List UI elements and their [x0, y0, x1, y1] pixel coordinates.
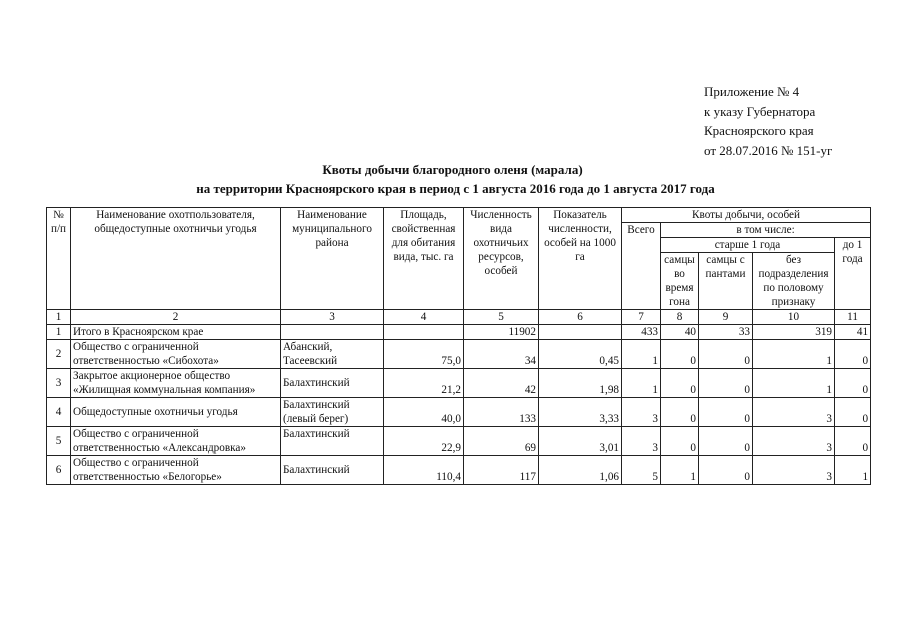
- row-males-antlers: 0: [699, 427, 753, 456]
- row-district: Балахтинский: [281, 456, 384, 485]
- header-density: Показатель численности, особей на 1000 га: [539, 208, 622, 310]
- row-num: 3: [47, 369, 71, 398]
- column-number-row: [47, 310, 871, 325]
- row-population: 133: [464, 398, 539, 427]
- header-name: Наименование охотпользователя, общедоступные охотничьи угодья: [71, 208, 281, 310]
- row-district: [281, 325, 384, 340]
- row-population: 34: [464, 340, 539, 369]
- table-row: [47, 340, 871, 369]
- appendix-line-4: от 28.07.2016 № 151-уг: [704, 142, 833, 158]
- quota-table: [46, 207, 871, 485]
- row-num: 4: [47, 398, 71, 427]
- row-total: 3: [622, 398, 661, 427]
- header-males-antlers: самцы с пантами: [699, 253, 753, 310]
- header-total: Всего: [622, 223, 661, 310]
- header-area: Площадь, свойственная для обитания вида, тыс. га: [384, 208, 464, 310]
- col-num: 7: [622, 310, 661, 325]
- row-total: 3: [622, 427, 661, 456]
- table-row: [47, 398, 871, 427]
- row-total: 1: [622, 340, 661, 369]
- row-under1: 0: [835, 340, 871, 369]
- row-no-sex: 3: [753, 456, 835, 485]
- col-num: 11: [835, 310, 871, 325]
- appendix-line-1: Приложение № 4: [704, 84, 800, 99]
- row-area: 75,0: [384, 340, 464, 369]
- row-area: 21,2: [384, 369, 464, 398]
- row-density: [539, 325, 622, 340]
- row-area: [384, 325, 464, 340]
- row-males-rut: 0: [661, 398, 699, 427]
- row-population: 69: [464, 427, 539, 456]
- row-no-sex: 3: [753, 398, 835, 427]
- col-num: 3: [281, 310, 384, 325]
- row-district: Балахтинский (левый берег): [281, 398, 384, 427]
- row-area: 110,4: [384, 456, 464, 485]
- row-under1: 0: [835, 427, 871, 456]
- row-population: 117: [464, 456, 539, 485]
- header-no-sex: без подразделения по половому признаку: [753, 253, 835, 310]
- row-males-antlers: 0: [699, 456, 753, 485]
- row-under1: 0: [835, 369, 871, 398]
- col-num: 9: [699, 310, 753, 325]
- row-no-sex: 319: [753, 325, 835, 340]
- row-name: Закрытое акционерное общество «Жилищная коммунальная компания»: [71, 369, 281, 398]
- row-under1: 41: [835, 325, 871, 340]
- row-district: Абанский, Тасеевский: [281, 340, 384, 369]
- row-density: 1,98: [539, 369, 622, 398]
- col-num: 6: [539, 310, 622, 325]
- row-density: 3,33: [539, 398, 622, 427]
- row-num: 1: [47, 325, 71, 340]
- col-num: 4: [384, 310, 464, 325]
- row-total: 433: [622, 325, 661, 340]
- document-title: [0, 160, 905, 198]
- row-name: Итого в Красноярском крае: [71, 325, 281, 340]
- table-row: [47, 325, 871, 340]
- header-num: № п/п: [47, 208, 71, 310]
- header-population: Численность вида охотничьих ресурсов, особей: [464, 208, 539, 310]
- table-row: [47, 427, 871, 456]
- row-num: 5: [47, 427, 71, 456]
- col-num: 10: [753, 310, 835, 325]
- row-density: 0,45: [539, 340, 622, 369]
- table-row: [47, 456, 871, 485]
- header-older: старше 1 года: [661, 238, 835, 253]
- header-under1: до 1 года: [835, 238, 871, 310]
- title-line-2: на территории Красноярского края в период с 1 августа 2016 года до 1 августа 2017 года: [196, 181, 715, 196]
- header-row-1: [47, 208, 871, 223]
- row-males-antlers: 33: [699, 325, 753, 340]
- row-density: 1,06: [539, 456, 622, 485]
- appendix-block: [704, 82, 832, 160]
- row-males-antlers: 0: [699, 398, 753, 427]
- row-name: Общество с ограниченной ответственностью «Александровка»: [71, 427, 281, 456]
- row-name: Общедоступные охотничьи угодья: [71, 398, 281, 427]
- row-population: 11902: [464, 325, 539, 340]
- col-num: 1: [47, 310, 71, 325]
- table-row: [47, 369, 871, 398]
- header-including: в том числе:: [661, 223, 871, 238]
- row-males-rut: 0: [661, 340, 699, 369]
- row-under1: 0: [835, 398, 871, 427]
- appendix-line-3: Красноярского края: [704, 123, 814, 138]
- col-num: 2: [71, 310, 281, 325]
- row-num: 6: [47, 456, 71, 485]
- header-males-rut: самцы во время гона: [661, 253, 699, 310]
- row-no-sex: 1: [753, 340, 835, 369]
- row-no-sex: 1: [753, 369, 835, 398]
- row-density: 3,01: [539, 427, 622, 456]
- row-total: 5: [622, 456, 661, 485]
- row-district: Балахтинский: [281, 427, 384, 456]
- row-name: Общество с ограниченной ответственностью «Сибохота»: [71, 340, 281, 369]
- header-district: Наименование муниципального района: [281, 208, 384, 310]
- col-num: 8: [661, 310, 699, 325]
- row-males-antlers: 0: [699, 340, 753, 369]
- col-num: 5: [464, 310, 539, 325]
- row-district: Балахтинский: [281, 369, 384, 398]
- row-area: 22,9: [384, 427, 464, 456]
- header-quotas: Квоты добычи, особей: [622, 208, 871, 223]
- row-population: 42: [464, 369, 539, 398]
- row-males-rut: 1: [661, 456, 699, 485]
- row-under1: 1: [835, 456, 871, 485]
- row-num: 2: [47, 340, 71, 369]
- row-males-rut: 40: [661, 325, 699, 340]
- appendix-line-2: к указу Губернатора: [704, 103, 816, 119]
- row-area: 40,0: [384, 398, 464, 427]
- row-total: 1: [622, 369, 661, 398]
- title-line-1: Квоты добычи благородного оленя (марала): [322, 162, 583, 177]
- row-males-rut: 0: [661, 369, 699, 398]
- row-name: Общество с ограниченной ответственностью «Белогорье»: [71, 456, 281, 485]
- row-males-rut: 0: [661, 427, 699, 456]
- row-no-sex: 3: [753, 427, 835, 456]
- row-males-antlers: 0: [699, 369, 753, 398]
